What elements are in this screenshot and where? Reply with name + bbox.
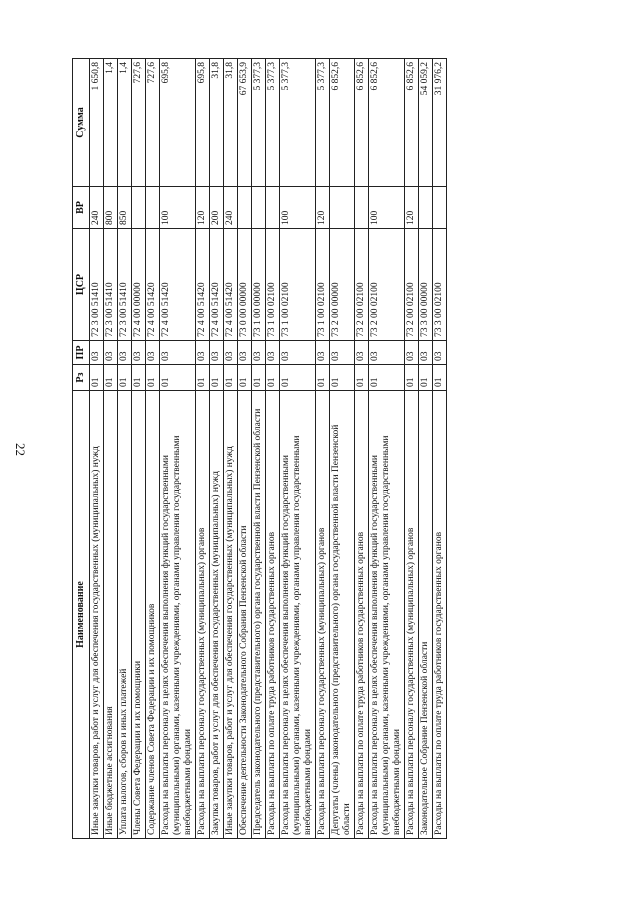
- cell-vr: [131, 187, 145, 229]
- cell-pr: 03: [265, 341, 279, 365]
- cell-pr: 03: [159, 341, 195, 365]
- cell-name: Иные закупки товаров, работ и услуг для обеспечения государственных (муниципальных) нужд: [89, 391, 103, 839]
- table-row: [368, 59, 404, 839]
- cell-rz: 01: [251, 365, 265, 391]
- cell-rz: 01: [237, 365, 251, 391]
- header-pr: ПР: [73, 341, 90, 365]
- cell-vr: 120: [404, 187, 418, 229]
- cell-sum: 6 852,6: [354, 59, 368, 187]
- table-row: [237, 59, 251, 839]
- header-vr: ВР: [73, 187, 90, 229]
- cell-csr: 72 3 00 51410: [117, 229, 131, 341]
- table-row: [279, 59, 315, 839]
- table-row: [195, 59, 209, 839]
- cell-csr: 72 4 00 51420: [159, 229, 195, 341]
- cell-name: Закупка товаров, работ и услуг для обеспечения государственных (муниципальных) нужд: [209, 391, 223, 839]
- cell-name: Обеспечение деятельности Законодательного Собрания Пензенской области: [237, 391, 251, 839]
- cell-csr: 73 0 00 00000: [237, 229, 251, 341]
- table-row: [404, 59, 418, 839]
- cell-pr: 03: [354, 341, 368, 365]
- cell-csr: 72 4 00 00000: [131, 229, 145, 341]
- cell-rz: 01: [315, 365, 329, 391]
- cell-vr: [418, 187, 432, 229]
- cell-sum: 31,8: [209, 59, 223, 187]
- cell-pr: 03: [251, 341, 265, 365]
- cell-pr: 03: [329, 341, 354, 365]
- header-rz: Рз: [73, 365, 90, 391]
- cell-sum: 6 852,6: [329, 59, 354, 187]
- cell-name: Расходы на выплаты персоналу в целях обеспечения выполнения функций государственными (муниципальными) органами, казенными учреждениями, органами управления государственными внебюджетными фондами: [368, 391, 404, 839]
- cell-rz: 01: [418, 365, 432, 391]
- cell-csr: 72 3 00 51410: [89, 229, 103, 341]
- cell-pr: 03: [89, 341, 103, 365]
- cell-name: Председатель законодательного (представительного) органа государственной власти Пензенской области: [251, 391, 265, 839]
- cell-pr: 03: [223, 341, 237, 365]
- cell-name: Иные бюджетные ассигнования: [103, 391, 117, 839]
- cell-rz: 01: [223, 365, 237, 391]
- cell-vr: [145, 187, 159, 229]
- cell-rz: 01: [279, 365, 315, 391]
- cell-csr: 73 2 00 02100: [368, 229, 404, 341]
- table-header-row: [73, 59, 90, 839]
- cell-rz: 01: [404, 365, 418, 391]
- cell-vr: [354, 187, 368, 229]
- cell-name: Расходы на выплаты персоналу государственных (муниципальных) органов: [315, 391, 329, 839]
- table-row: [251, 59, 265, 839]
- cell-vr: [433, 187, 447, 229]
- cell-name: Законодательное Собрание Пензенской области: [418, 391, 432, 839]
- cell-csr: 73 2 00 00000: [329, 229, 354, 341]
- cell-sum: 6 852,6: [404, 59, 418, 187]
- table-row: [89, 59, 103, 839]
- cell-pr: 03: [368, 341, 404, 365]
- table-row: [354, 59, 368, 839]
- cell-pr: 03: [418, 341, 432, 365]
- cell-vr: [329, 187, 354, 229]
- cell-name: Расходы на выплаты по оплате труда работников государственных органов: [265, 391, 279, 839]
- cell-vr: 100: [279, 187, 315, 229]
- cell-sum: 5 377,3: [315, 59, 329, 187]
- header-name: Наименование: [73, 391, 90, 839]
- cell-vr: 120: [195, 187, 209, 229]
- cell-rz: 01: [209, 365, 223, 391]
- cell-name: Расходы на выплаты персоналу государственных (муниципальных) органов: [404, 391, 418, 839]
- cell-pr: 03: [433, 341, 447, 365]
- cell-rz: 01: [265, 365, 279, 391]
- rotated-page: [72, 59, 632, 839]
- table-row: [265, 59, 279, 839]
- cell-sum: 31 976,2: [433, 59, 447, 187]
- table-body: [89, 59, 446, 839]
- cell-vr: [251, 187, 265, 229]
- cell-csr: 73 2 00 02100: [404, 229, 418, 341]
- cell-vr: 800: [103, 187, 117, 229]
- cell-sum: 727,6: [145, 59, 159, 187]
- table-row: [103, 59, 117, 839]
- cell-pr: 03: [315, 341, 329, 365]
- cell-pr: 03: [404, 341, 418, 365]
- cell-name: Уплата налогов, сборов и иных платежей: [117, 391, 131, 839]
- cell-csr: 72 4 00 51420: [223, 229, 237, 341]
- header-sum: Сумма: [73, 59, 90, 187]
- cell-csr: 73 1 00 02100: [265, 229, 279, 341]
- cell-csr: 73 1 00 00000: [251, 229, 265, 341]
- table-row: [315, 59, 329, 839]
- cell-csr: 72 4 00 51420: [209, 229, 223, 341]
- cell-rz: 01: [145, 365, 159, 391]
- cell-sum: 1,4: [103, 59, 117, 187]
- cell-sum: 31,8: [223, 59, 237, 187]
- cell-name: Расходы на выплаты персоналу в целях обеспечения выполнения функций государственными (муниципальными) органами, казенными учреждениями, органами управления государственными внебюджетными фондами: [159, 391, 195, 839]
- table-row: [159, 59, 195, 839]
- cell-sum: 5 377,3: [279, 59, 315, 187]
- table-row: [131, 59, 145, 839]
- cell-pr: 03: [131, 341, 145, 365]
- cell-rz: 01: [159, 365, 195, 391]
- cell-vr: 850: [117, 187, 131, 229]
- table-row: [117, 59, 131, 839]
- cell-rz: 01: [329, 365, 354, 391]
- cell-pr: 03: [117, 341, 131, 365]
- cell-csr: 73 3 00 02100: [433, 229, 447, 341]
- cell-csr: 73 1 00 02100: [315, 229, 329, 341]
- cell-rz: 01: [131, 365, 145, 391]
- table-row: [223, 59, 237, 839]
- cell-vr: 240: [223, 187, 237, 229]
- cell-name: Иные закупки товаров, работ и услуг для обеспечения государственных (муниципальных) нужд: [223, 391, 237, 839]
- cell-rz: 01: [368, 365, 404, 391]
- cell-sum: 695,8: [195, 59, 209, 187]
- cell-pr: 03: [237, 341, 251, 365]
- cell-sum: 5 377,3: [265, 59, 279, 187]
- cell-sum: 1 650,8: [89, 59, 103, 187]
- cell-csr: 73 2 00 02100: [354, 229, 368, 341]
- cell-vr: 120: [315, 187, 329, 229]
- header-csr: ЦСР: [73, 229, 90, 341]
- cell-sum: 1,4: [117, 59, 131, 187]
- cell-pr: 03: [103, 341, 117, 365]
- table-row: [209, 59, 223, 839]
- cell-sum: 6 852,6: [368, 59, 404, 187]
- budget-table: [72, 58, 447, 839]
- cell-csr: 73 1 00 02100: [279, 229, 315, 341]
- cell-sum: 67 653,9: [237, 59, 251, 187]
- cell-sum: 727,6: [131, 59, 145, 187]
- cell-rz: 01: [195, 365, 209, 391]
- table-row: [418, 59, 432, 839]
- cell-name: Депутаты (члены) законодательного (представительного) органа государственной власти Пензенской области: [329, 391, 354, 839]
- cell-csr: 72 3 00 51410: [103, 229, 117, 341]
- cell-name: Расходы на выплаты по оплате труда работников государственных органов: [433, 391, 447, 839]
- table-row: [145, 59, 159, 839]
- cell-vr: [237, 187, 251, 229]
- cell-pr: 03: [195, 341, 209, 365]
- cell-pr: 03: [209, 341, 223, 365]
- cell-vr: 200: [209, 187, 223, 229]
- table-row: [329, 59, 354, 839]
- cell-vr: [265, 187, 279, 229]
- cell-rz: 01: [354, 365, 368, 391]
- cell-csr: 72 4 00 51420: [195, 229, 209, 341]
- cell-pr: 03: [279, 341, 315, 365]
- page-number: 22: [13, 443, 28, 456]
- cell-vr: 240: [89, 187, 103, 229]
- cell-sum: 54 059,2: [418, 59, 432, 187]
- cell-vr: 100: [368, 187, 404, 229]
- cell-rz: 01: [103, 365, 117, 391]
- cell-rz: 01: [433, 365, 447, 391]
- cell-csr: 72 4 00 51420: [145, 229, 159, 341]
- table-row: [433, 59, 447, 839]
- cell-rz: 01: [89, 365, 103, 391]
- cell-name: Содержание членов Совета Федерации и их помощников: [145, 391, 159, 839]
- cell-sum: 695,8: [159, 59, 195, 187]
- cell-name: Расходы на выплаты персоналу в целях обеспечения выполнения функций государственными (муниципальными) органами, казенными учреждениями, органами управления государственными внебюджетными фондами: [279, 391, 315, 839]
- cell-sum: 5 377,3: [251, 59, 265, 187]
- cell-rz: 01: [117, 365, 131, 391]
- cell-pr: 03: [145, 341, 159, 365]
- cell-name: Члены Совета Федерации и их помощники: [131, 391, 145, 839]
- cell-name: Расходы на выплаты по оплате труда работников государственных органов: [354, 391, 368, 839]
- cell-csr: 73 3 00 00000: [418, 229, 432, 341]
- cell-vr: 100: [159, 187, 195, 229]
- cell-name: Расходы на выплаты персоналу государственных (муниципальных) органов: [195, 391, 209, 839]
